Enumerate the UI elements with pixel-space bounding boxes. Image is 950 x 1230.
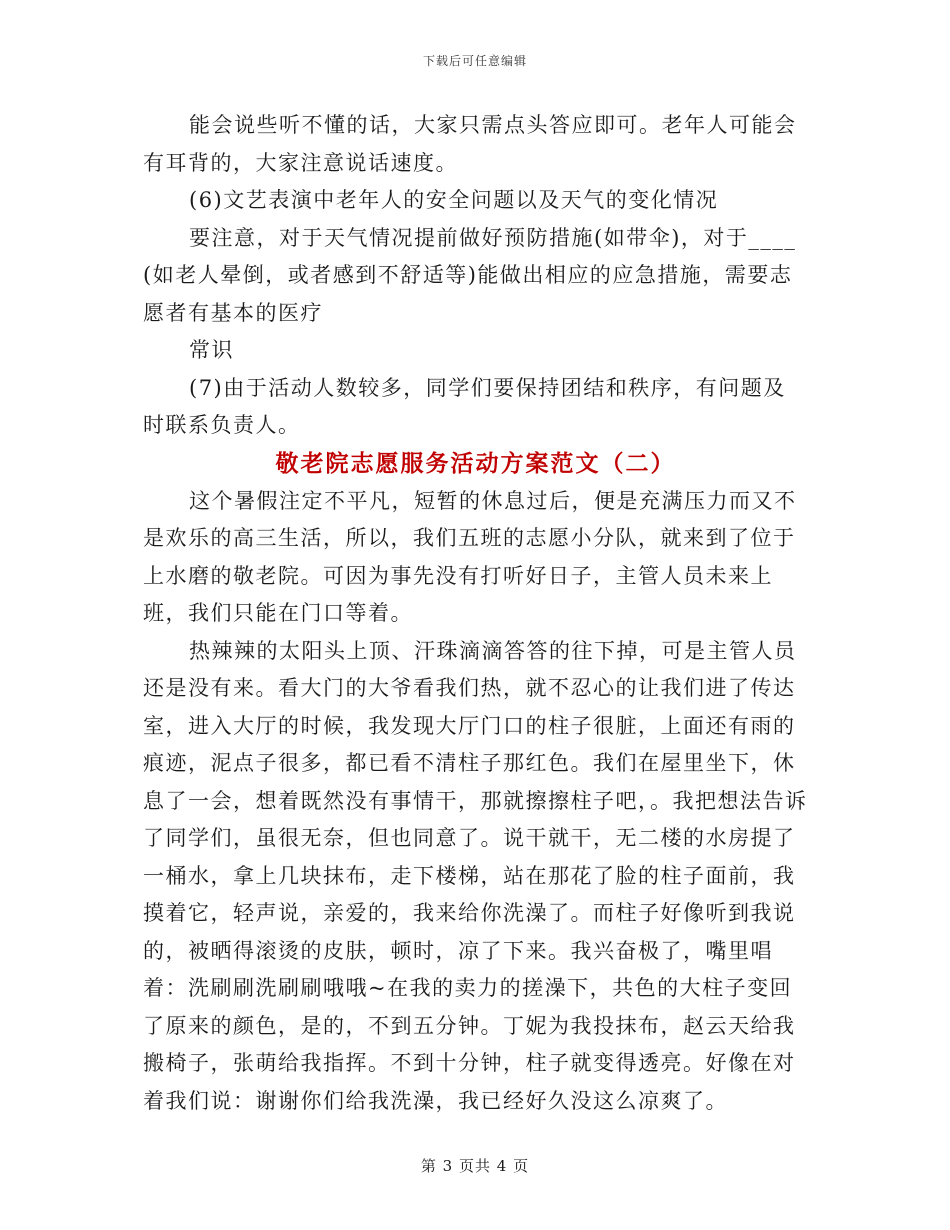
document-body (143, 107, 808, 1120)
page-footer: 第 3 页共 4 页 (420, 1157, 530, 1175)
paragraph: (6)文艺表演中老年人的安全问题以及天气的变化情况 (189, 188, 719, 212)
paragraph: (7)由于活动人数较多，同学们要保持团结和秩序，有问题及时联系负责人。 (143, 375, 786, 437)
paragraph: 常识 (189, 338, 234, 362)
section-title: 敬老院志愿服务活动方案范文（二） (275, 449, 676, 477)
header-note: 下载后可任意编辑 (422, 54, 527, 68)
paragraph: 这个暑假注定不平凡，短暂的休息过后，便是充满压力而又不是欢乐的高三生活，所以，我们五班的志愿小分队，就来到了位于上水磨的敬老院。可因为事先没有打听好日子，主管人员未来上班，我们只能在门口等着。 (143, 488, 797, 625)
paragraph: 要注意，对于天气情况提前做好预防措施(如带伞)，对于____(如老人晕倒，或者感到不舒适等)能做出相应的应急措施，需要志愿者有基本的医疗 (143, 225, 797, 325)
paragraph: 能会说些听不懂的话，大家只需点头答应即可。老年人可能会有耳背的，大家注意说话速度。 (143, 113, 797, 175)
paragraph: 热辣辣的太阳头上顶、汗珠滴滴答答的往下掉，可是主管人员还是没有来。看大门的大爷看我们热，就不忍心的让我们进了传达室，进入大厅的时候，我发现大厅门口的柱子很脏，上面还有雨的痕迹，泥点子很多，都已看不清柱子那红色。我们在屋里坐下，休息了一会，想着既然没有事情干，那就擦擦柱子吧，。我把想法告诉了同学们，虽很无奈，但也同意了。说干就干，无二楼的水房提了一桶水，拿上几块抹布，走下楼梯，站在那花了脸的柱子面前，我摸着它，轻声说，亲爱的，我来给你洗澡了。而柱子好像听到我说的，被晒得滚烫的皮肤，顿时，凉了下来。我兴奋极了，嘴里唱着：洗刷刷洗刷刷哦哦~在我的卖力的搓澡下，共色的大柱子变回了原来的颜色，是的，不到五分钟。丁妮为我投抹布，赵云天给我搬椅子，张萌给我指挥。不到十分钟，柱子就变得透亮。好像在对着我们说：谢谢你们给我洗澡，我已经好久没这么凉爽了。 (143, 638, 808, 1113)
